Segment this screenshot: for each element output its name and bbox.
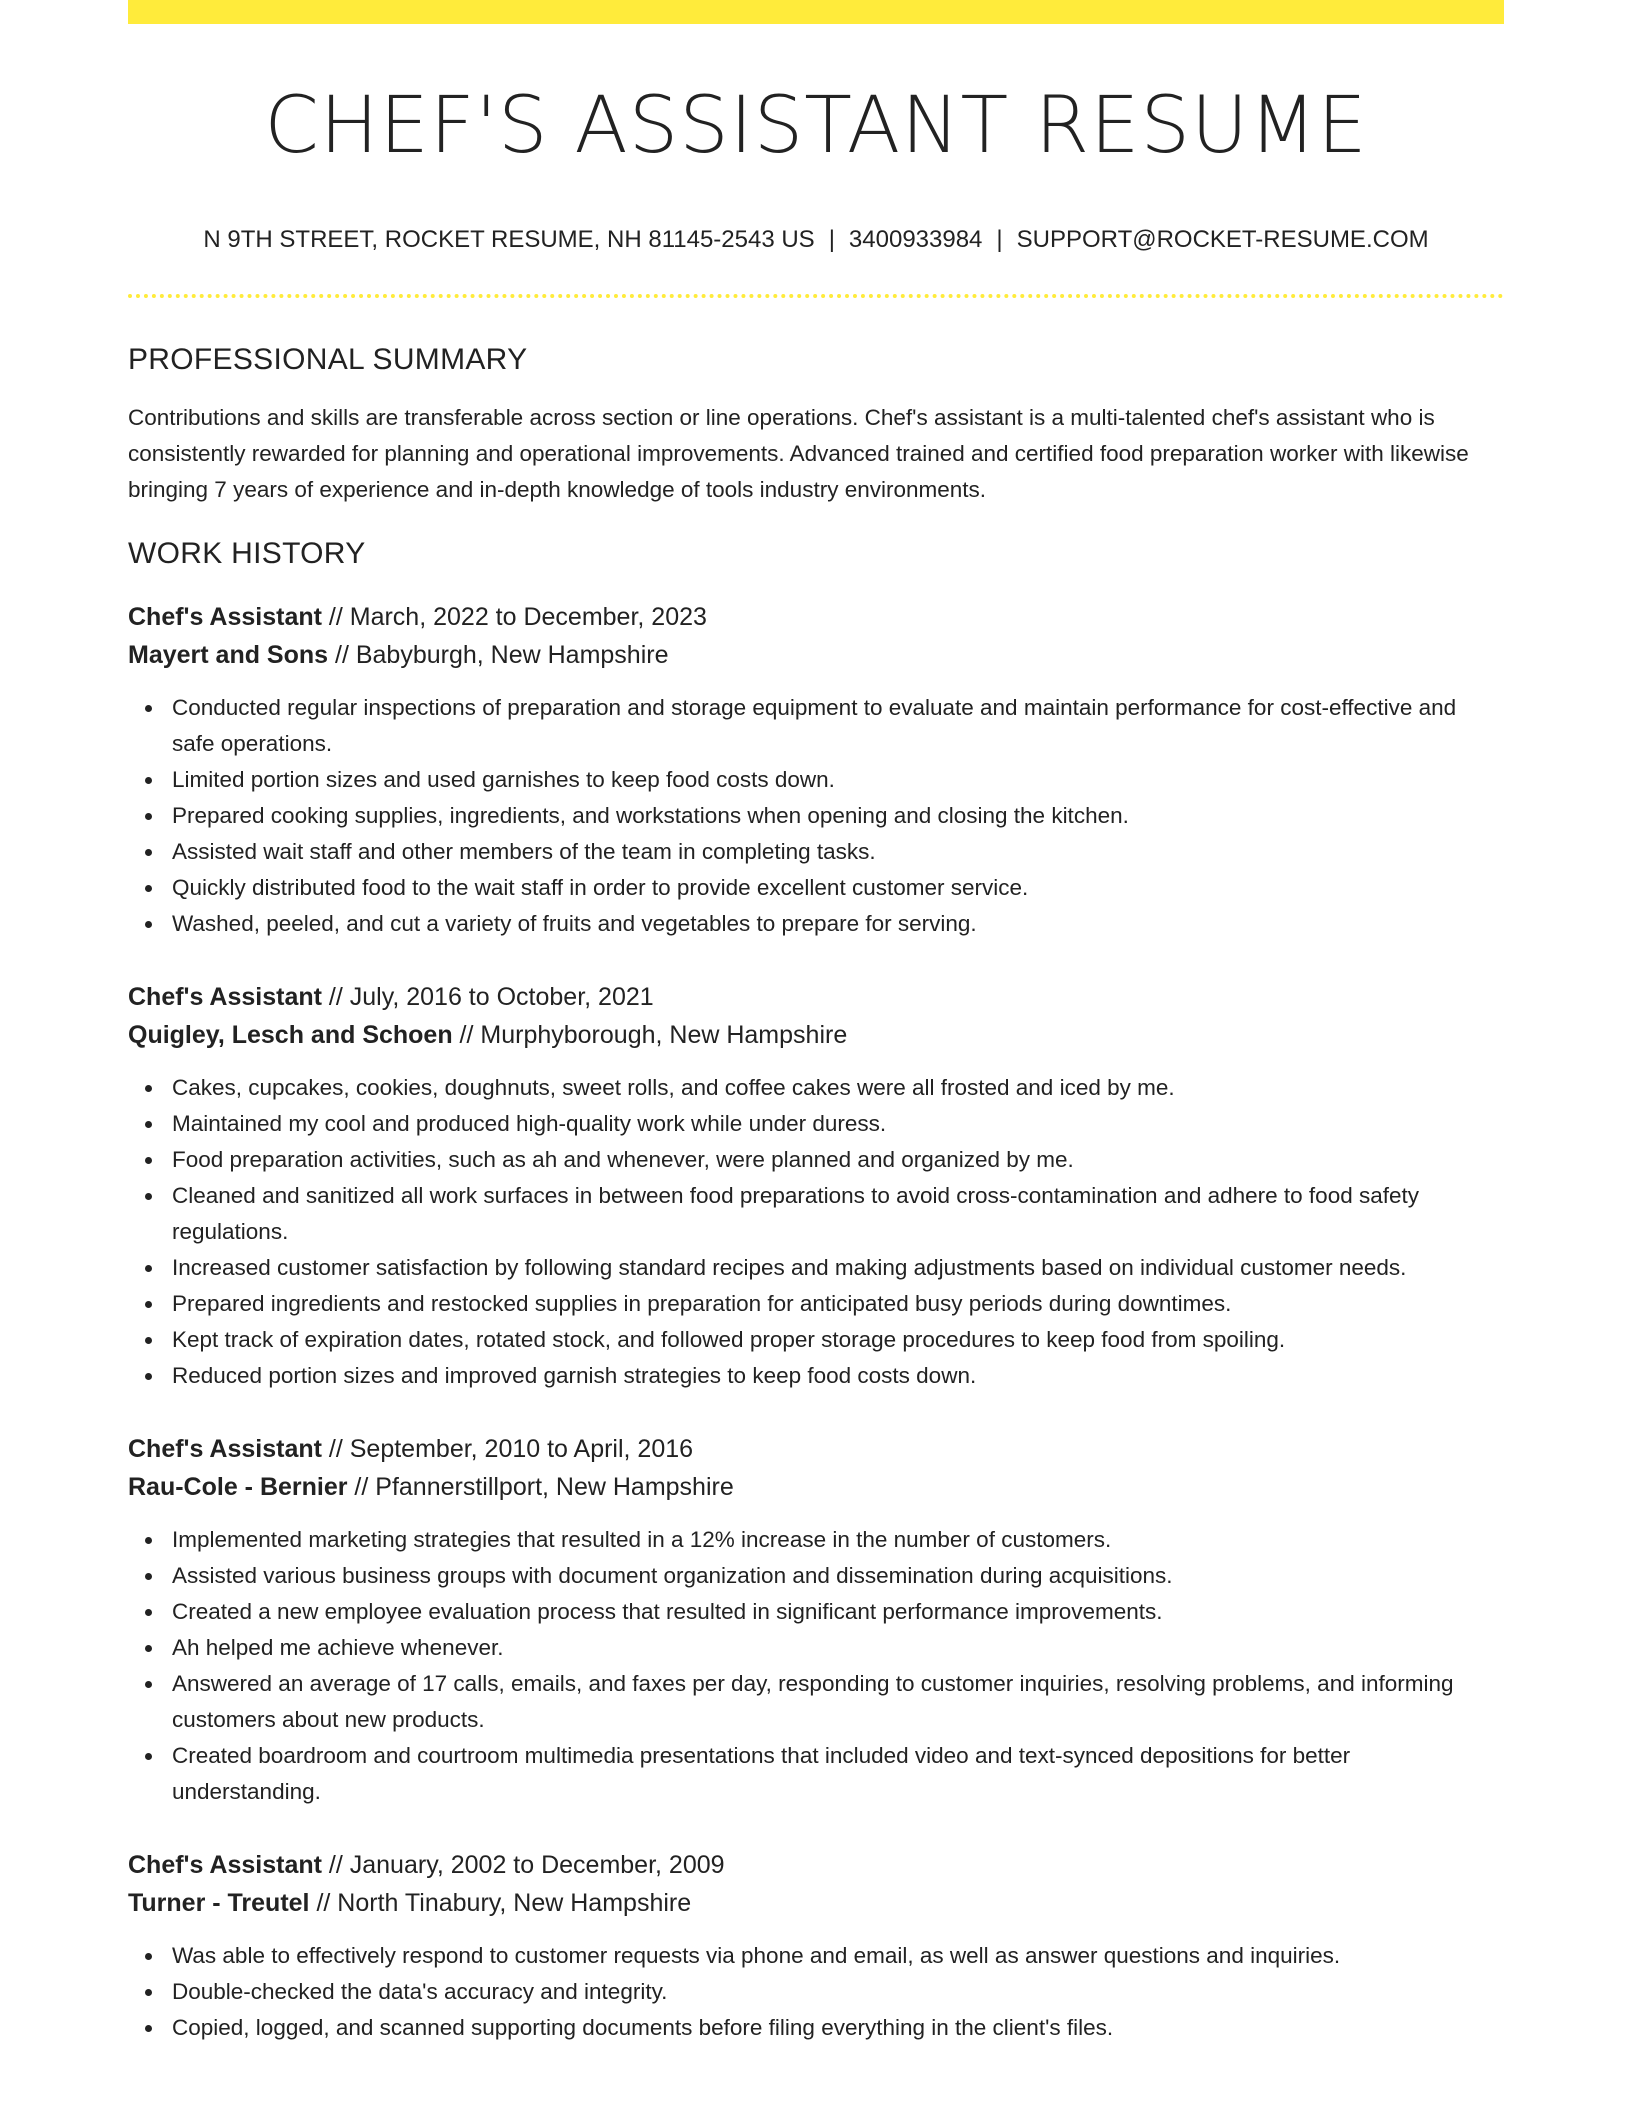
job-bullet: Kept track of expiration dates, rotated stock, and followed proper storage procedures to keep food from spoiling. — [172, 1322, 1504, 1358]
job-bullet: Cleaned and sanitized all work surfaces in between food preparations to avoid cross-contamination and adhere to food safety regulations. — [172, 1178, 1504, 1250]
job-role-line — [128, 1846, 1504, 1884]
contact-line — [128, 224, 1504, 256]
job-company: Turner - Treutel — [128, 1888, 310, 1917]
job-bullet: Reduced portion sizes and improved garnish strategies to keep food costs down. — [172, 1358, 1504, 1394]
job-bullet: Conducted regular inspections of preparation and storage equipment to evaluate and maintain performance for cost-effective and safe operations. — [172, 690, 1504, 762]
job-dates: // September, 2010 to April, 2016 — [321, 1434, 694, 1463]
job-company-line — [128, 636, 1504, 674]
job-bullet: Prepared ingredients and restocked supplies in preparation for anticipated busy periods during downtimes. — [172, 1286, 1504, 1322]
job-bullet: Assisted various business groups with document organization and dissemination during acquisitions. — [172, 1558, 1504, 1594]
job-dates: // March, 2022 to December, 2023 — [321, 602, 707, 631]
job-bullet: Created boardroom and courtroom multimedia presentations that included video and text-synced depositions for better understanding. — [172, 1738, 1504, 1810]
job-location: // Pfannerstillport, New Hampshire — [347, 1472, 734, 1501]
job-bullet: Copied, logged, and scanned supporting documents before filing everything in the client's files. — [172, 2010, 1504, 2046]
summary-text: Contributions and skills are transferable across section or line operations. Chef's assistant is a multi-talented chef's assistant who is consistently rewarded for planning and operational improvements. Advanced trained and certified food preparation worker with likewise bringing 7 years of experience and in-depth knowledge of tools industry environments. — [128, 404, 1469, 502]
job-bullet: Assisted wait staff and other members of the team in completing tasks. — [172, 834, 1504, 870]
job-role: Chef's Assistant — [128, 982, 322, 1011]
job-location: // Murphyborough, New Hampshire — [452, 1020, 848, 1049]
job-dates: // January, 2002 to December, 2009 — [321, 1850, 725, 1879]
job-bullet: Created a new employee evaluation process that resulted in significant performance improvements. — [172, 1594, 1504, 1630]
job-bullet: Prepared cooking supplies, ingredients, and workstations when opening and closing the kitchen. — [172, 798, 1504, 834]
contact-phone: 3400933984 — [848, 225, 983, 253]
job-bullets — [128, 1522, 1504, 1810]
job-location: // Babyburgh, New Hampshire — [328, 640, 669, 669]
job-bullet: Was able to effectively respond to customer requests via phone and email, as well as answer questions and inquiries. — [172, 1938, 1504, 1974]
job-bullet: Limited portion sizes and used garnishes to keep food costs down. — [172, 762, 1504, 798]
job-bullet: Double-checked the data's accuracy and integrity. — [172, 1974, 1504, 2010]
resume-page — [128, 0, 1504, 2046]
job-dates: // July, 2016 to October, 2021 — [321, 982, 654, 1011]
job-entry — [128, 978, 1504, 1394]
job-bullet: Cakes, cupcakes, cookies, doughnuts, sweet rolls, and coffee cakes were all frosted and iced by me. — [172, 1070, 1504, 1106]
summary-heading: PROFESSIONAL SUMMARY — [128, 342, 528, 376]
job-bullet: Increased customer satisfaction by following standard recipes and making adjustments based on individual customer needs. — [172, 1250, 1504, 1286]
job-bullet: Maintained my cool and produced high-quality work while under duress. — [172, 1106, 1504, 1142]
job-company-line — [128, 1468, 1504, 1506]
job-entry — [128, 1846, 1504, 2046]
job-location: // North Tinabury, New Hampshire — [309, 1888, 692, 1917]
job-bullet: Ah helped me achieve whenever. — [172, 1630, 1504, 1666]
job-bullets — [128, 1938, 1504, 2046]
job-role-line — [128, 598, 1504, 636]
job-company: Quigley, Lesch and Schoen — [128, 1020, 453, 1049]
job-bullet: Washed, peeled, and cut a variety of fruits and vegetables to prepare for serving. — [172, 906, 1504, 942]
work-history-heading: WORK HISTORY — [128, 536, 366, 570]
job-bullet: Implemented marketing strategies that resulted in a 12% increase in the number of customers. — [172, 1522, 1504, 1558]
job-company: Mayert and Sons — [128, 640, 329, 669]
accent-top-bar — [128, 0, 1504, 24]
job-company-line — [128, 1016, 1504, 1054]
job-company-line — [128, 1884, 1504, 1922]
job-bullets — [128, 690, 1504, 942]
job-entry — [128, 598, 1504, 942]
job-role-line — [128, 978, 1504, 1016]
contact-separator: | — [996, 225, 1003, 253]
contact-separator: | — [828, 225, 835, 253]
contact-address: N 9TH STREET, ROCKET RESUME, NH 81145-2543 US — [203, 225, 815, 253]
job-role: Chef's Assistant — [128, 1850, 322, 1879]
job-role-line — [128, 1430, 1504, 1468]
job-entry — [128, 1430, 1504, 1810]
work-history-list — [128, 598, 1504, 2046]
job-bullets — [128, 1070, 1504, 1394]
job-company: Rau-Cole - Bernier — [128, 1472, 348, 1501]
job-role: Chef's Assistant — [128, 602, 322, 631]
job-bullet: Answered an average of 17 calls, emails, and faxes per day, responding to customer inquiries, resolving problems, and informing customers about new products. — [172, 1666, 1504, 1738]
resume-title: CHEF'S ASSISTANT RESUME — [264, 81, 1368, 171]
dotted-divider — [128, 294, 1504, 298]
contact-email: SUPPORT@ROCKET-RESUME.COM — [1016, 225, 1429, 253]
job-bullet: Food preparation activities, such as ah and whenever, were planned and organized by me. — [172, 1142, 1504, 1178]
job-bullet: Quickly distributed food to the wait staff in order to provide excellent customer service. — [172, 870, 1504, 906]
job-role: Chef's Assistant — [128, 1434, 322, 1463]
